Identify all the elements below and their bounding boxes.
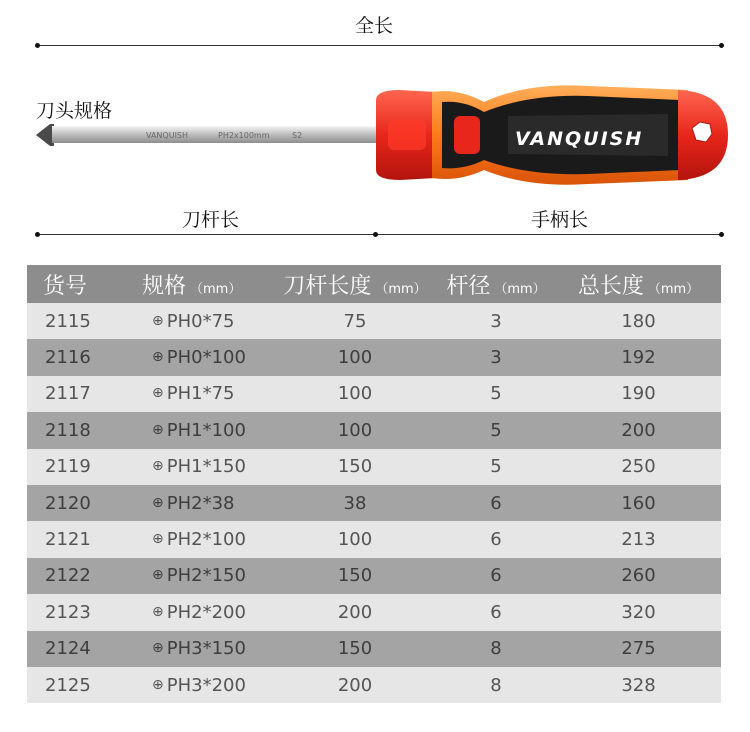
- cell-diameter-text: 3: [490, 347, 502, 369]
- cell-code-text: 2115: [45, 310, 91, 332]
- cell-shaft-length-text: 100: [337, 347, 373, 369]
- cell-total-length: [556, 594, 721, 630]
- cell-shaft-length-text: 100: [337, 529, 373, 551]
- cell-diameter: [436, 376, 556, 412]
- cell-spec-text: PH2*200: [166, 601, 246, 623]
- cell-spec-text: PH3*200: [166, 674, 246, 696]
- cell-spec-text: PH1*100: [166, 419, 246, 441]
- cell-spec: [128, 449, 274, 485]
- cell-shaft-length: [274, 667, 436, 703]
- cell-code: [27, 412, 128, 448]
- phillips-icon: ⊕: [152, 458, 164, 475]
- cell-code-text: 2123: [45, 601, 91, 623]
- cell-total-length: [556, 631, 721, 667]
- header-diameter: [436, 265, 556, 303]
- cell-shaft-length: [274, 558, 436, 594]
- cell-diameter-text: 6: [490, 565, 502, 587]
- cell-diameter-text: 6: [490, 601, 502, 623]
- cell-shaft-length-text: 38: [343, 492, 367, 514]
- cell-shaft-length-text: 100: [337, 383, 373, 405]
- shaft-handle-split-dot: [373, 232, 378, 237]
- cell-code-text: 2116: [45, 347, 91, 369]
- cell-shaft-length-text: 200: [337, 601, 373, 623]
- shaft-spec-text: PH2x100mm: [218, 131, 270, 140]
- cell-shaft-length: [274, 303, 436, 339]
- cell-total-length: [556, 303, 721, 339]
- cell-total-length-text: 275: [621, 638, 656, 660]
- phillips-icon: ⊕: [152, 349, 164, 366]
- phillips-icon: ⊕: [152, 676, 164, 693]
- cell-diameter: [436, 303, 556, 339]
- cell-diameter-text: 3: [490, 310, 502, 332]
- phillips-icon: ⊕: [152, 421, 164, 438]
- cell-total-length: [556, 376, 721, 412]
- cell-shaft-length-text: 75: [343, 310, 367, 332]
- cell-spec-text: PH0*75: [166, 310, 235, 332]
- cell-code: [27, 449, 128, 485]
- header-code: [27, 265, 128, 303]
- cell-spec: [128, 558, 274, 594]
- cell-spec: [128, 594, 274, 630]
- overall-length-line: [37, 45, 723, 46]
- cell-code-text: 2118: [45, 419, 91, 441]
- cell-shaft-length-text: 150: [337, 456, 373, 478]
- cell-total-length-text: 213: [621, 529, 656, 551]
- header-shaft-length: [274, 265, 436, 303]
- handle-brand-logo: VANQUISH: [515, 128, 644, 150]
- cell-total-length: [556, 558, 721, 594]
- cell-shaft-length-text: 200: [337, 674, 373, 696]
- header-total-length-unit: （mm）: [647, 281, 700, 297]
- cell-diameter-text: 6: [490, 529, 502, 551]
- overall-length-end-dot: [719, 43, 724, 48]
- cell-diameter: [436, 485, 556, 521]
- phillips-icon: ⊕: [152, 312, 164, 329]
- cell-total-length-text: 320: [621, 601, 656, 623]
- cell-total-length: [556, 485, 721, 521]
- cell-total-length: [556, 521, 721, 557]
- header-diameter-unit: （mm）: [494, 281, 546, 297]
- cell-shaft-length: [274, 412, 436, 448]
- table-row: [27, 521, 721, 557]
- header-code-label: 货号: [43, 273, 88, 299]
- table-row: [27, 631, 721, 667]
- cell-code-text: 2117: [45, 383, 91, 405]
- cell-code: [27, 303, 128, 339]
- cell-code: [27, 631, 128, 667]
- cell-total-length-text: 250: [621, 456, 656, 478]
- table-row: [27, 558, 721, 594]
- cell-spec: [128, 667, 274, 703]
- cell-diameter: [436, 631, 556, 667]
- cell-code: [27, 558, 128, 594]
- cell-code: [27, 594, 128, 630]
- cell-total-length-text: 190: [621, 383, 656, 405]
- cell-spec-text: PH1*75: [166, 383, 235, 405]
- cell-shaft-length: [274, 339, 436, 375]
- cell-spec: [128, 631, 274, 667]
- cell-total-length: [556, 667, 721, 703]
- phillips-icon: ⊕: [152, 567, 164, 584]
- cell-spec: [128, 521, 274, 557]
- cell-spec-text: PH2*38: [166, 492, 235, 514]
- cell-diameter-text: 5: [490, 456, 502, 478]
- cell-total-length-text: 260: [621, 565, 656, 587]
- cell-code-text: 2120: [45, 492, 91, 514]
- cell-spec-text: PH0*100: [166, 347, 246, 369]
- cell-diameter-text: 6: [490, 492, 502, 514]
- cell-shaft-length: [274, 594, 436, 630]
- table-row: [27, 303, 721, 339]
- cell-total-length: [556, 339, 721, 375]
- handle-length-label: 手柄长: [531, 209, 589, 231]
- cell-shaft-length-text: 150: [337, 638, 373, 660]
- cell-spec-text: PH2*100: [166, 529, 246, 551]
- cell-shaft-length: [274, 376, 436, 412]
- cell-diameter: [436, 339, 556, 375]
- cell-spec: [128, 376, 274, 412]
- header-spec-unit: （mm）: [190, 281, 242, 297]
- phillips-icon: ⊕: [152, 494, 164, 511]
- phillips-icon: ⊕: [152, 640, 164, 657]
- cell-code-text: 2124: [45, 638, 91, 660]
- cell-diameter-text: 5: [490, 419, 502, 441]
- cell-code: [27, 667, 128, 703]
- cell-diameter: [436, 594, 556, 630]
- cell-code-text: 2119: [45, 456, 91, 478]
- cell-spec: [128, 339, 274, 375]
- header-shaft-length-unit: （mm）: [375, 281, 427, 297]
- cell-spec: [128, 303, 274, 339]
- cell-shaft-length-text: 100: [337, 419, 373, 441]
- cell-diameter: [436, 558, 556, 594]
- phillips-icon: ⊕: [152, 385, 164, 402]
- header-shaft-length-label: 刀杆长度: [283, 273, 372, 299]
- cell-total-length-text: 180: [621, 310, 656, 332]
- cell-diameter: [436, 667, 556, 703]
- phillips-icon: ⊕: [152, 531, 164, 548]
- cell-total-length: [556, 412, 721, 448]
- header-spec: [128, 265, 274, 303]
- table-row: [27, 485, 721, 521]
- spec-table: [27, 265, 721, 703]
- shaft: [52, 126, 380, 143]
- shaft-length-label: 刀杆长: [182, 209, 240, 231]
- cell-total-length-text: 328: [621, 674, 656, 696]
- cell-total-length-text: 200: [621, 419, 656, 441]
- cell-spec-text: PH2*150: [166, 565, 246, 587]
- cell-code-text: 2122: [45, 565, 91, 587]
- header-diameter-label: 杆径: [446, 273, 491, 299]
- lower-dimension-line: [37, 234, 723, 235]
- cell-diameter-text: 8: [490, 638, 502, 660]
- cell-code: [27, 376, 128, 412]
- overall-length-start-dot: [35, 43, 40, 48]
- table-header-row: [27, 265, 721, 303]
- cell-diameter: [436, 412, 556, 448]
- cell-shaft-length: [274, 521, 436, 557]
- table-row: [27, 449, 721, 485]
- shaft-grade-text: S2: [292, 131, 303, 140]
- overall-length-label: 全长: [355, 15, 394, 37]
- cell-spec: [128, 485, 274, 521]
- cell-spec: [128, 412, 274, 448]
- cell-shaft-length: [274, 485, 436, 521]
- cell-code-text: 2125: [45, 674, 91, 696]
- cell-diameter: [436, 449, 556, 485]
- phillips-icon: ⊕: [152, 603, 164, 620]
- cell-total-length: [556, 449, 721, 485]
- cell-spec-text: PH3*150: [166, 638, 246, 660]
- cell-shaft-length-text: 150: [337, 565, 373, 587]
- cell-diameter: [436, 521, 556, 557]
- header-spec-label: 规格: [142, 273, 187, 299]
- cell-shaft-length: [274, 449, 436, 485]
- cell-code: [27, 339, 128, 375]
- phillips-tip: [36, 124, 54, 146]
- cell-diameter-text: 8: [490, 674, 502, 696]
- table-row: [27, 376, 721, 412]
- table-row: [27, 339, 721, 375]
- table-row: [27, 594, 721, 630]
- table-row: [27, 667, 721, 703]
- tip-spec-label: 刀头规格: [36, 100, 113, 122]
- cell-shaft-length: [274, 631, 436, 667]
- cell-total-length-text: 160: [621, 492, 656, 514]
- shaft-length-start-dot: [35, 232, 40, 237]
- cell-total-length-text: 192: [621, 347, 656, 369]
- handle-length-end-dot: [719, 232, 724, 237]
- cell-code-text: 2121: [45, 529, 91, 551]
- cell-code: [27, 521, 128, 557]
- table-row: [27, 412, 721, 448]
- cell-spec-text: PH1*150: [166, 456, 246, 478]
- cell-code: [27, 485, 128, 521]
- cell-diameter-text: 5: [490, 383, 502, 405]
- header-total-length: [556, 265, 721, 303]
- header-total-length-label: 总长度: [577, 273, 644, 299]
- shaft-brand-text: VANQUISH: [146, 131, 189, 140]
- screwdriver-illustration: [28, 78, 728, 198]
